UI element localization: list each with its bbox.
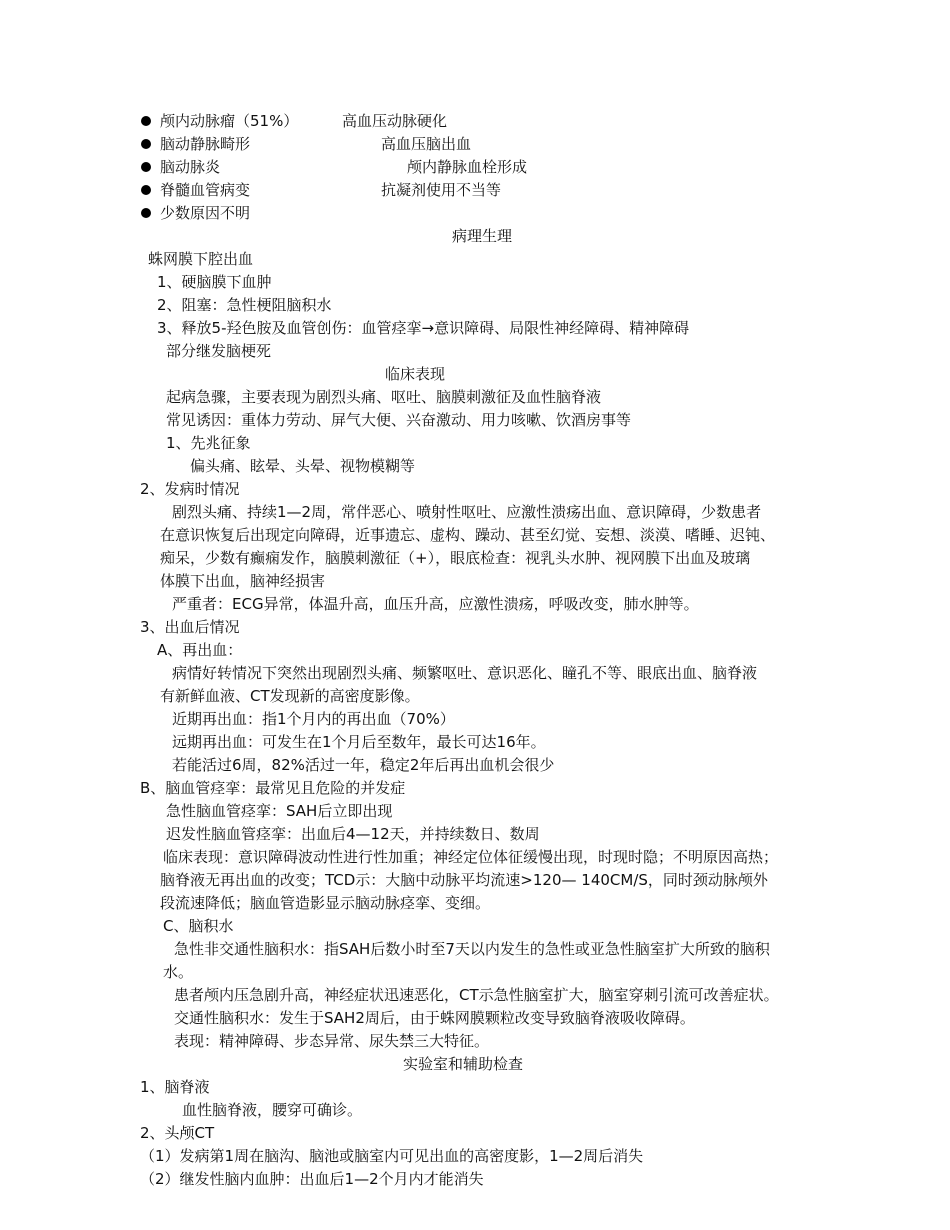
cause-right: 高血压脑出血 <box>381 135 472 153</box>
cause-left: 脑动脉炎 <box>160 158 221 176</box>
section-heading-patho: 病理生理 <box>452 227 513 245</box>
bullet-icon <box>141 185 151 195</box>
clinical-intro: 起病急骤，主要表现为剧烈头痛、呕吐、脑膜刺激征及血性脑脊液 <box>166 388 602 406</box>
spasm-line: 段流速降低；脑血管造影显示脑动脉痉挛、变细。 <box>160 894 491 912</box>
hydro-patient: 患者颅内压急剧升高，神经症状迅速恶化，CT示急性脑室扩大，脑室穿刺引流可改善症状。 <box>174 986 779 1004</box>
rebleed-line: 有新鲜血液、CT发现新的高密度影像。 <box>160 687 420 705</box>
ct-item: （1）发病第1周在脑沟、脑池或脑室内可见出血的高密度影，1—2周后消失 <box>140 1147 644 1165</box>
cause-left: 脑动静脉畸形 <box>160 135 251 153</box>
ct-title: 2、头颅CT <box>140 1124 215 1142</box>
after-title: 3、出血后情况 <box>140 618 240 636</box>
spasm-title: B、脑血管痉挛：最常见且危险的并发症 <box>140 779 406 797</box>
onset-line: 剧烈头痛、持续1—2周，常伴恶心、喷射性呕吐、应激性溃疡出血、意识障碍，少数患者 <box>172 503 762 521</box>
csf-title: 1、脑脊液 <box>140 1078 210 1096</box>
rebleed-near: 近期再出血：指1个月内的再出血（70%） <box>172 710 455 728</box>
onset-line: 痴呆，少数有癫痫发作，脑膜刺激征（+），眼底检查：视乳头水肿、视网膜下出血及玻璃 <box>160 549 751 567</box>
section-heading-lab: 实验室和辅助检查 <box>403 1055 524 1073</box>
bullet-icon <box>141 116 151 126</box>
rebleed-far: 远期再出血：可发生在1个月后至数年，最长可达16年。 <box>172 733 546 751</box>
hydro-signs: 表现：精神障碍、步态异常、尿失禁三大特征。 <box>174 1032 490 1050</box>
rebleed-title: A、再出血： <box>157 641 243 659</box>
hydro-line: 水。 <box>163 963 194 981</box>
patho-subtitle: 蛛网膜下腔出血 <box>148 250 254 268</box>
rebleed-survive: 若能活过6周，82%活过一年，稳定2年后再出血机会很少 <box>172 756 555 774</box>
spasm-line: 脑脊液无再出血的改变；TCD示：大脑中动脉平均流速>120— 140CM/S，同时颈动脉颅外 <box>160 871 768 889</box>
rebleed-line: 病情好转情况下突然出现剧烈头痛、频繁呕吐、意识恶化、瞳孔不等、眼底出血、脑脊液 <box>172 664 758 682</box>
hydro-title: C、脑积水 <box>163 917 234 935</box>
csf-text: 血性脑脊液，腰穿可确诊。 <box>182 1101 363 1119</box>
cause-left: 脊髓血管病变 <box>160 181 251 199</box>
patho-item: 1、硬脑膜下血肿 <box>157 273 272 291</box>
patho-item: 2、阻塞：急性梗阻脑积水 <box>157 296 332 314</box>
cause-left: 少数原因不明 <box>160 204 251 222</box>
onset-line: 在意识恢复后出现定向障碍，近事遗忘、虚构、躁动、甚至幻觉、妄想、淡漠、嗜睡、迟钝、 <box>160 526 776 544</box>
onset-title: 2、发病时情况 <box>140 480 240 498</box>
spasm-delayed: 迟发性脑血管痉挛：出血后4—12天，并持续数日、数周 <box>166 825 540 843</box>
onset-line: 体膜下出血，脑神经损害 <box>160 572 326 590</box>
cause-left: 颅内动脉瘤（51%） <box>160 112 299 130</box>
section-heading-clinical: 临床表现 <box>385 365 446 383</box>
patho-item: 部分继发脑梗死 <box>166 342 272 360</box>
hydro-comm: 交通性脑积水：发生于SAH2周后，由于蛛网膜颗粒改变导致脑脊液吸收障碍。 <box>174 1009 695 1027</box>
ct-item: （2）继发性脑内血肿：出血后1—2个月内才能消失 <box>140 1170 484 1188</box>
severe-text: 严重者：ECG异常，体温升高，血压升高，应激性溃疡，呼吸改变，肺水肿等。 <box>172 595 699 613</box>
bullet-icon <box>141 139 151 149</box>
prodrome-text: 偏头痛、眩晕、头晕、视物模糊等 <box>190 457 416 475</box>
bullet-icon <box>141 162 151 172</box>
cause-right: 颅内静脉血栓形成 <box>407 158 528 176</box>
spasm-line: 临床表现：意识障碍波动性进行性加重；神经定位体征缓慢出现，时现时隐；不明原因高热； <box>163 848 779 866</box>
hydro-line: 急性非交通性脑积水：指SAH后数小时至7天以内发生的急性或亚急性脑室扩大所致的脑积 <box>174 940 770 958</box>
cause-right: 抗凝剂使用不当等 <box>381 181 502 199</box>
clinical-triggers: 常见诱因：重体力劳动、屏气大便、兴奋激动、用力咳嗽、饮酒房事等 <box>166 411 632 429</box>
prodrome-title: 1、先兆征象 <box>166 434 251 452</box>
spasm-acute: 急性脑血管痉挛：SAH后立即出现 <box>166 802 393 820</box>
cause-right: 高血压动脉硬化 <box>342 112 448 130</box>
bullet-icon <box>141 208 151 218</box>
patho-item: 3、释放5-羟色胺及血管创伤：血管痉挛→意识障碍、局限性神经障碍、精神障碍 <box>157 319 690 337</box>
